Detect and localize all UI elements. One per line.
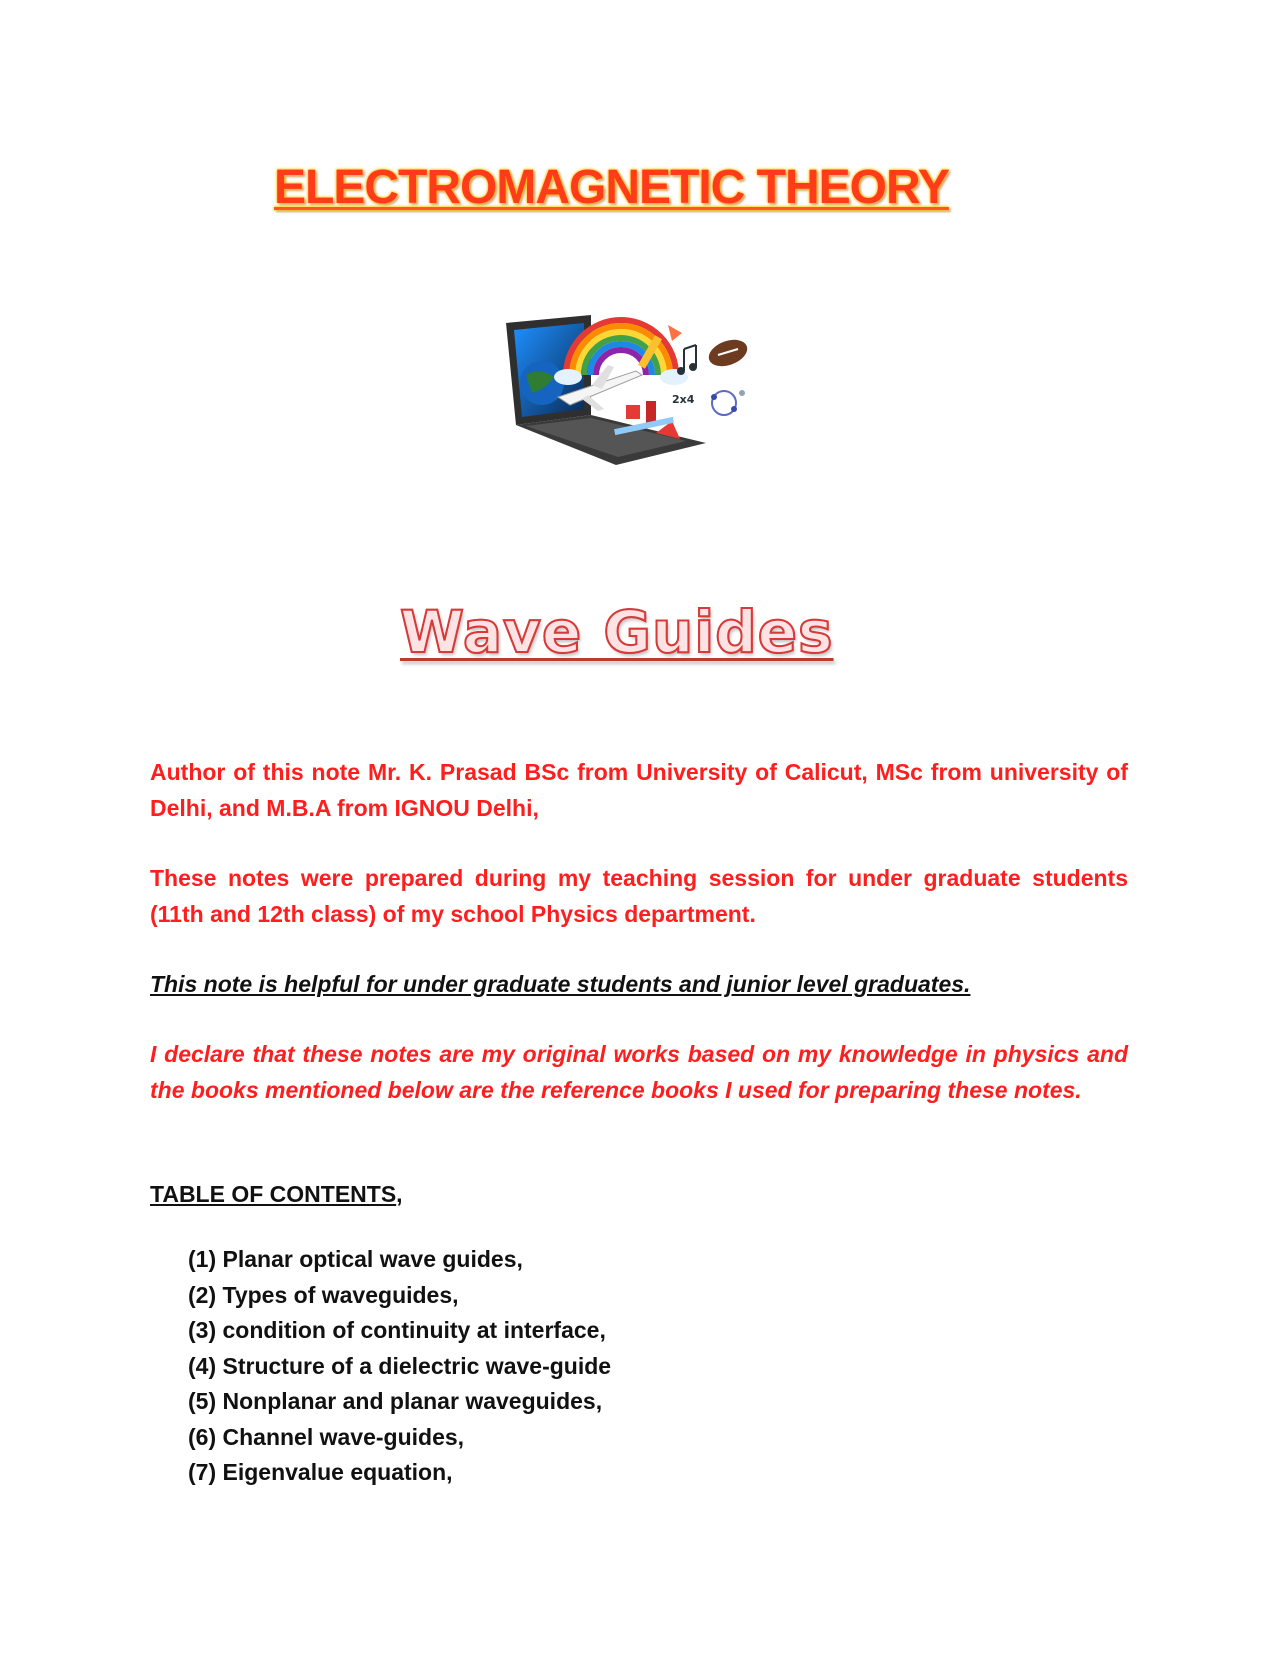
toc-heading-suffix: ,	[396, 1181, 403, 1207]
toc-item: (1) Planar optical wave guides,	[188, 1246, 523, 1272]
declaration-paragraph: I declare that these notes are my original works based on my knowledge in physics and the books mentioned below are the reference books I used for preparing these notes.	[150, 1041, 1128, 1103]
illustration-svg	[496, 305, 776, 495]
toc-heading	[150, 1176, 403, 1212]
toc-item: (5) Nonplanar and planar waveguides,	[188, 1388, 603, 1414]
toc-item: (6) Channel wave-guides,	[188, 1423, 465, 1450]
author-paragraph: Author of this note Mr. K. Prasad BSc from University of Calicut, MSc from university of Delhi, and M.B.A from IGNOU Delhi,	[150, 759, 1128, 821]
helpful-paragraph: This note is helpful for under graduate students and junior level graduates.	[150, 971, 971, 997]
toc-item: (7) Eigenvalue equation,	[188, 1459, 453, 1485]
laptop-education-illustration-icon	[496, 305, 776, 495]
toc-heading-text: TABLE OF CONTENTS	[150, 1181, 397, 1207]
document-subtitle: Wave Guides	[400, 598, 834, 666]
toc-item: (3) condition of continuity at interface,	[188, 1317, 606, 1343]
toc-item: (4) Structure of a dielectric wave-guide	[188, 1352, 612, 1379]
illustration-label: 2x4	[672, 393, 695, 406]
document-title: ELECTROMAGNETIC THEORY	[274, 161, 949, 214]
prepared-paragraph: These notes were prepared during my teaching session for under graduate students (11th and 12th class) of my school Physics department.	[150, 865, 1128, 927]
toc-item: (2) Types of waveguides,	[188, 1281, 459, 1308]
toc-list	[188, 1242, 611, 1491]
